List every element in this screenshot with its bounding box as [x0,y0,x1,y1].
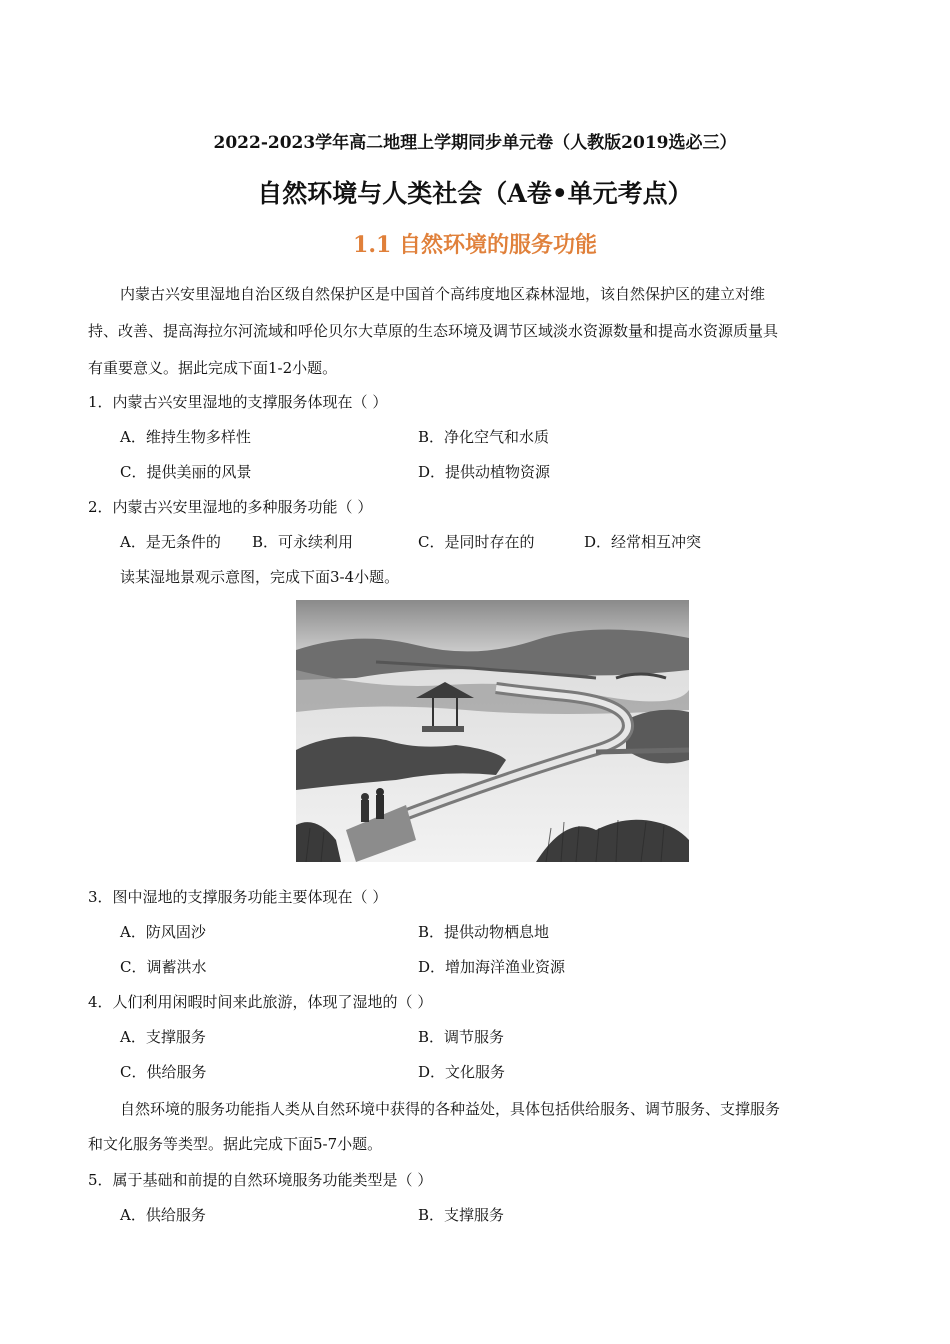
question-1-stem: 1．内蒙古兴安里湿地的支撑服务体现在（ ） [88,393,388,411]
unit-title: 自然环境与人类社会（A卷•单元考点） [257,179,693,208]
question-5-option-b: B．支撑服务 [418,1206,505,1224]
question-2-stem: 2．内蒙古兴安里湿地的多种服务功能（ ） [88,498,373,516]
question-2-option-d: D．经常相互冲突 [584,533,702,551]
wetland-landscape-image [296,600,689,862]
question-4-option-a: A．支撑服务 [120,1028,206,1046]
question-4-stem: 4．人们利用闲暇时间来此旅游，体现了湿地的（ ） [88,993,433,1011]
passage1-line2: 持、改善、提高海拉尔河流域和呼伦贝尔大草原的生态环境及调节区域淡水资源数量和提高水资源质量具 [88,322,779,340]
question-1-option-b: B．净化空气和水质 [418,428,550,446]
question-5-stem: 5．属于基础和前提的自然环境服务功能类型是（ ） [88,1171,433,1189]
question-2-option-a: A．是无条件的 [120,533,221,551]
question-5-option-a: A．供给服务 [120,1206,206,1224]
question-2-option-b: B．可永续利用 [252,533,354,551]
question-1-option-d: D．提供动植物资源 [418,463,551,481]
question-3-option-b: B．提供动物栖息地 [418,923,550,941]
question-4-option-d: D．文化服务 [418,1063,506,1081]
question-3-option-d: D．增加海洋渔业资源 [418,958,566,976]
question-3-stem: 3．图中湿地的支撑服务功能主要体现在（ ） [88,888,388,906]
series-title: 2022-2023学年高二地理上学期同步单元卷（人教版2019选必三） [213,133,737,153]
question-2-option-c: C．是同时存在的 [418,533,535,551]
question-4-option-b: B．调节服务 [418,1028,505,1046]
passage1-line1: 内蒙古兴安里湿地自治区级自然保护区是中国首个高纬度地区森林湿地，该自然保护区的建立对维 [120,285,766,303]
passage3-line1: 自然环境的服务功能指人类从自然环境中获得的各种益处，具体包括供给服务、调节服务、支撑服务 [120,1100,781,1118]
question-3-option-c: C．调蓄洪水 [120,958,207,976]
passage3-line2: 和文化服务等类型。据此完成下面5-7小题。 [88,1135,383,1153]
question-1-option-c: C．提供美丽的风景 [120,463,252,481]
question-3-option-a: A．防风固沙 [120,923,206,941]
question-4-option-c: C．供给服务 [120,1063,207,1081]
question-1-option-a: A．维持生物多样性 [120,428,251,446]
passage2-line1: 读某湿地景观示意图，完成下面3-4小题。 [120,568,400,586]
passage1-line3: 有重要意义。据此完成下面1-2小题。 [88,359,338,377]
lesson-title: 1.1 自然环境的服务功能 [353,232,597,258]
